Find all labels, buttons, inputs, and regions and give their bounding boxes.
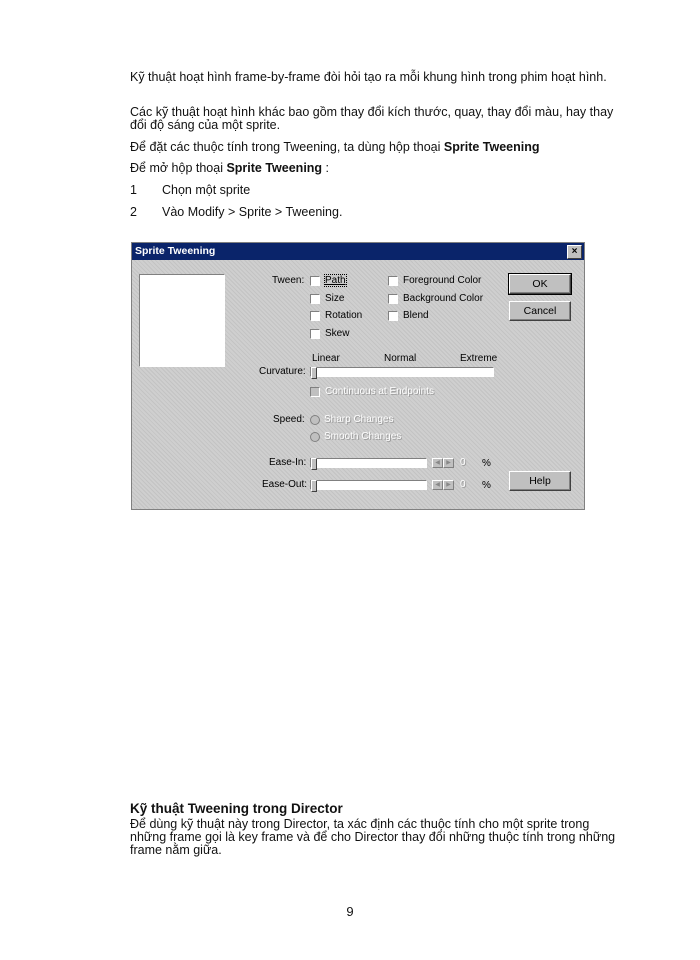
curvature-slider-thumb[interactable] [311,367,317,379]
ease-out-label: Ease-Out: [262,479,308,490]
path-label: Path [325,275,346,286]
ease-in-slider[interactable] [310,458,427,468]
sharp-changes-label: Sharp Changes [324,414,394,425]
section-body: Để dùng kỹ thuật này trong Director, ta xác định các thuộc tính cho một sprite trong những frame gọi là key frame và để cho Director thay đổi những thuộc tính trong những frame nằm giữa. [130,817,616,857]
help-button[interactable]: Help [509,471,571,491]
ease-out-increase-button[interactable]: ▶ [443,480,454,490]
rotation-checkbox[interactable] [310,311,320,321]
ease-out-slider-thumb[interactable] [311,480,317,492]
ease-in-unit: % [482,458,491,469]
ease-in-value: 0 [460,457,466,468]
ok-button[interactable]: OK [509,274,571,294]
paragraph-frame-by-frame: Kỹ thuật hoạt hình frame-by-frame đòi hỏi tạo ra mỗi khung hình trong phim hoạt hình. [130,70,607,84]
step-number: 2 [130,205,137,219]
curvature-extreme-label: Extreme [460,353,498,364]
tween-label: Tween: [272,275,305,286]
close-button[interactable] [567,245,582,259]
ease-out-unit: % [482,480,491,491]
ease-in-label: Ease-In: [269,457,307,468]
close-icon: × [571,246,578,257]
page-number: 9 [346,904,354,919]
foreground-color-label: Foreground Color [403,275,482,286]
smooth-changes-label: Smooth Changes [324,431,402,442]
section-heading: Kỹ thuật Tweening trong Director [130,801,343,816]
ease-out-decrease-button[interactable]: ◀ [432,480,443,490]
continuous-endpoints-checkbox[interactable] [310,387,320,397]
speed-label: Speed: [273,414,305,425]
step-text: Chọn một sprite [162,183,251,197]
background-color-checkbox[interactable] [388,294,398,304]
cancel-button[interactable]: Cancel [509,301,571,321]
paragraph-other-techniques: Các kỹ thuật hoạt hình khác bao gồm thay đổi kích thước, quay, thay đổi màu, hay thay đổi độ sáng của một sprite. [130,105,614,132]
blend-checkbox[interactable] [388,311,398,321]
smooth-changes-radio[interactable] [310,432,320,442]
curvature-label: Curvature: [259,366,306,377]
curvature-normal-label: Normal [384,353,417,364]
blend-label: Blend [403,310,429,321]
step-text: Vào Modify > Sprite > Tweening. [162,205,343,219]
sharp-changes-radio[interactable] [310,415,320,425]
size-checkbox[interactable] [310,294,320,304]
sprite-preview [139,274,225,367]
ease-in-increase-button[interactable]: ▶ [443,458,454,468]
background-color-label: Background Color [403,293,484,304]
paragraph-set-properties: Để đặt các thuộc tính trong Tweening, ta dùng hộp thoại Sprite Tweening [130,140,540,154]
paragraph-open-dialog: Để mở hộp thoại Sprite Tweening : [130,161,330,175]
curvature-linear-label: Linear [312,353,340,364]
foreground-color-checkbox[interactable] [388,276,398,286]
step-number: 1 [130,183,137,197]
rotation-label: Rotation [325,310,363,321]
curvature-slider[interactable] [310,367,494,377]
continuous-endpoints-label: Continuous at Endpoints [325,386,434,397]
dialog-title-bar [132,243,584,260]
path-checkbox[interactable] [310,276,320,286]
dialog-title: Sprite Tweening [135,245,216,257]
sprite-tweening-dialog [131,242,585,510]
ease-out-value: 0 [460,479,466,490]
skew-label: Skew [325,328,350,339]
ease-in-decrease-button[interactable]: ◀ [432,458,443,468]
ease-out-slider[interactable] [310,480,427,490]
skew-checkbox[interactable] [310,329,320,339]
ease-in-slider-thumb[interactable] [311,458,317,470]
size-label: Size [325,293,345,304]
